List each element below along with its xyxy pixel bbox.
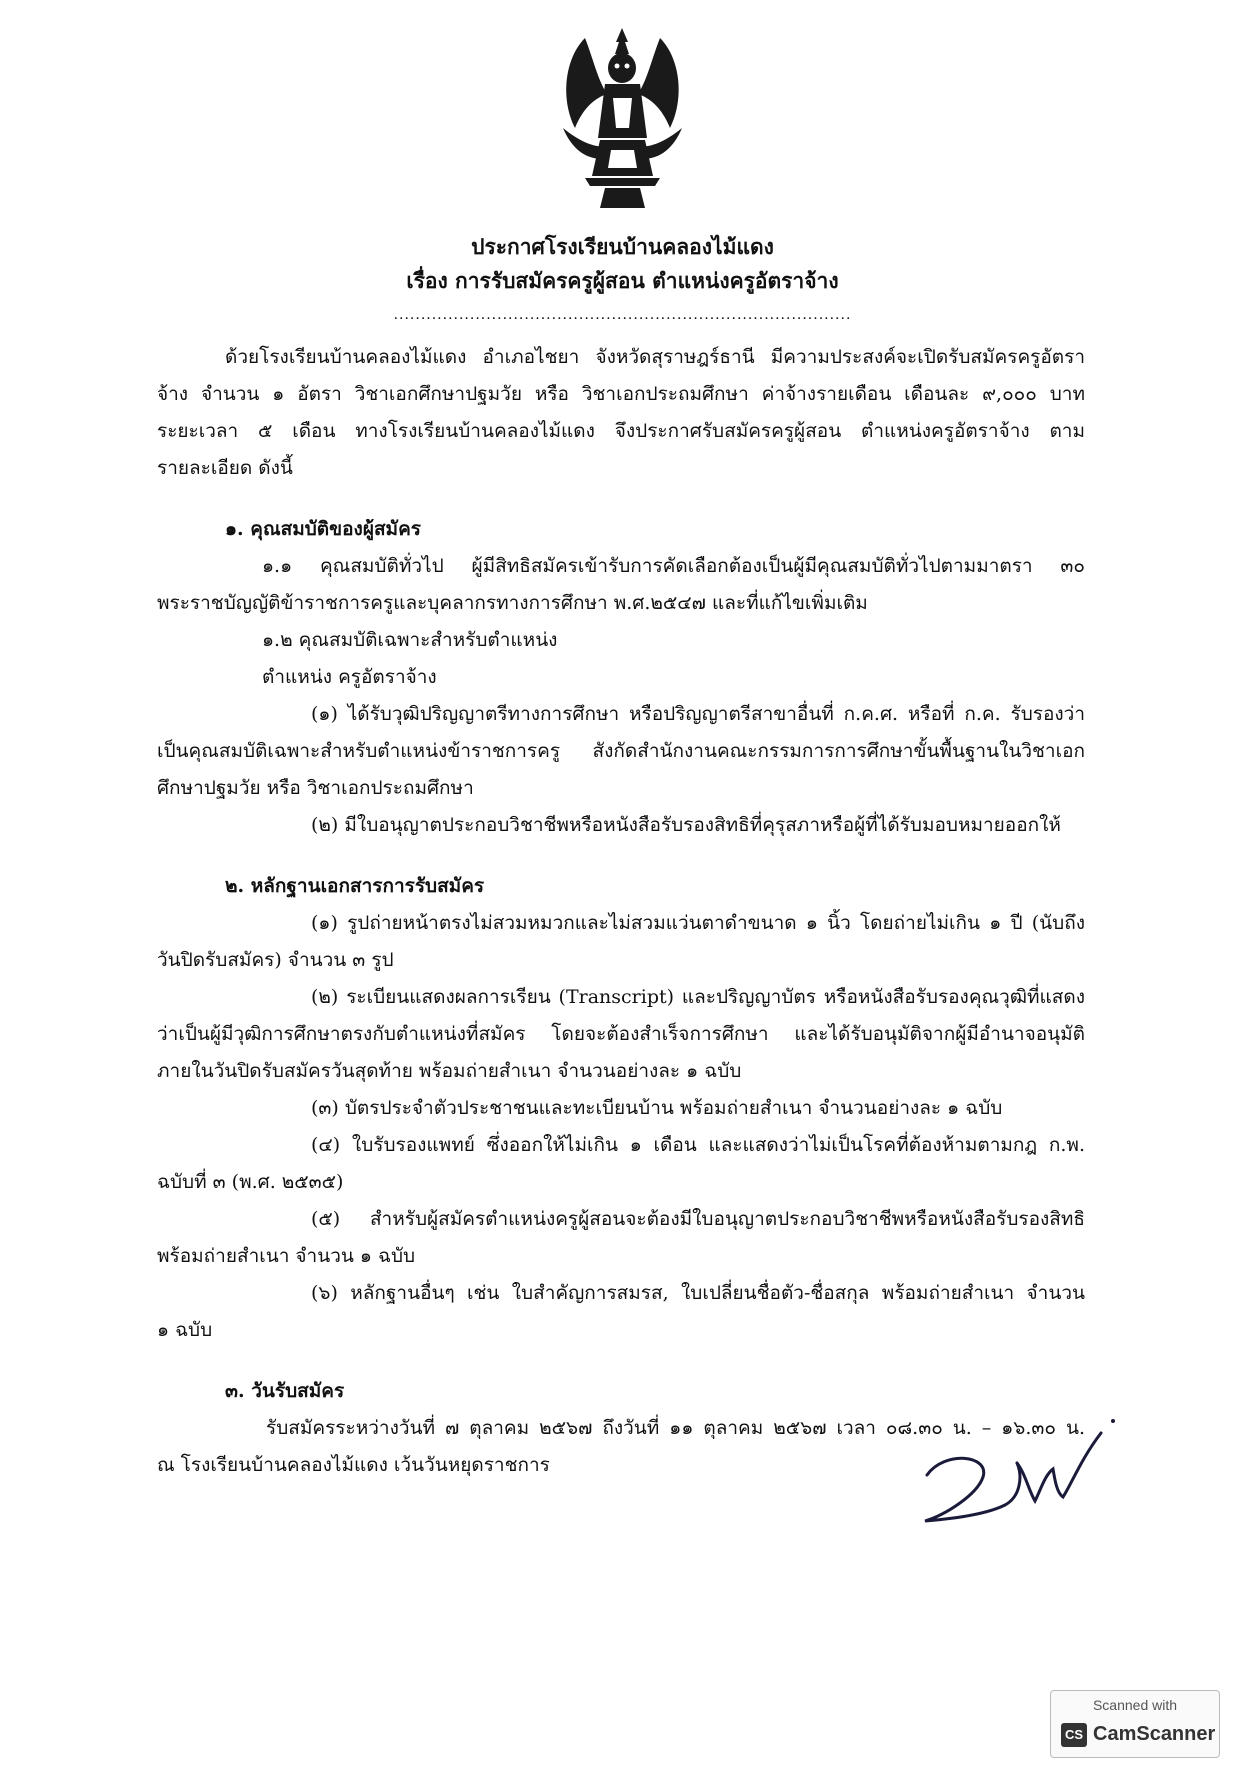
s2-item-2-line-2: ว่าเป็นผู้มีวุฒิการศึกษาตรงกับตำแหน่งที่สมัคร โดยจะต้องสำเร็จการศึกษา และได้รับอนุมัติจากผู้มีอำนาจอนุมัติ [157, 1023, 1085, 1045]
s2-item-5-line-2: พร้อมถ่ายสำเนา จำนวน ๑ ฉบับ [157, 1245, 416, 1267]
camscanner-watermark [1050, 1690, 1220, 1758]
intro-line-3: ระยะเวลา ๕ เดือน ทางโรงเรียนบ้านคลองไม้แดง จึงประกาศรับสมัครครูผู้สอน ตำแหน่งครูอัตราจ้าง ตาม [157, 420, 1085, 442]
intro-line-2: จ้าง จำนวน ๑ อัตรา วิชาเอกศึกษาปฐมวัย หรือ วิชาเอกประถมศึกษา ค่าจ้างรายเดือน เดือนละ ๙,๐๐๐ บาท [157, 383, 1085, 405]
s2-item-2-line-3: ภายในวันปิดรับสมัครวันสุดท้าย พร้อมถ่ายสำเนา จำนวนอย่างละ ๑ ฉบับ [157, 1060, 742, 1082]
s3-line-2: ณ โรงเรียนบ้านคลองไม้แดง เว้นวันหยุดราชการ [157, 1454, 550, 1476]
garuda-emblem-icon [555, 28, 690, 208]
s2-item-1-line-2: วันปิดรับสมัคร) จำนวน ๓ รูป [157, 949, 394, 971]
s1-1-line-1: ๑.๑ คุณสมบัติทั่วไป ผู้มีสิทธิสมัครเข้ารับการคัดเลือกต้องเป็นผู้มีคุณสมบัติทั่วไปตามมาตรา ๓๐ [262, 555, 1085, 577]
intro-line-1: ด้วยโรงเรียนบ้านคลองไม้แดง อำเภอไชยา จังหวัดสุราษฎร์ธานี มีความประสงค์จะเปิดรับสมัครครูอัตรา [225, 346, 1085, 368]
s2-item-1-line-1: (๑) รูปถ่ายหน้าตรงไม่สวมหมวกและไม่สวมแว่นตาดำขนาด ๑ นิ้ว โดยถ่ายไม่เกิน ๑ ปี (นับถึง [311, 912, 1085, 934]
signature [905, 1415, 1145, 1535]
s2-item-6-line-1: (๖) หลักฐานอื่นๆ เช่น ใบสำคัญการสมรส, ใบเปลี่ยนชื่อตัว-ชื่อสกุล พร้อมถ่ายสำเนา จำนวน [311, 1282, 1085, 1304]
s3-line-1: รับสมัครระหว่างวันที่ ๗ ตุลาคม ๒๕๖๗ ถึงวันที่ ๑๑ ตุลาคม ๒๕๖๗ เวลา ๐๘.๓๐ น. – ๑๖.๓๐ น. [266, 1417, 1085, 1439]
s1-1-line-2: พระราชบัญญัติข้าราชการครูและบุคลากรทางการศึกษา พ.ศ.๒๕๔๗ และที่แก้ไขเพิ่มเติม [157, 592, 868, 614]
s2-item-2-line-1: (๒) ระเบียนแสดงผลการเรียน (Transcript) และปริญญาบัตร หรือหนังสือรับรองคุณวุฒิที่แสดง [311, 986, 1085, 1008]
position-title: ตำแหน่ง ครูอัตราจ้าง [262, 666, 437, 688]
announcement-title: ประกาศโรงเรียนบ้านคลองไม้แดง [471, 234, 774, 259]
s1-item-1-line-1: (๑) ได้รับวุฒิปริญญาตรีทางการศึกษา หรือปริญญาตรีสาขาอื่นที่ ก.ค.ศ. หรือที่ ก.ค. รับรองว่า [311, 703, 1085, 725]
s1-2-heading: ๑.๒ คุณสมบัติเฉพาะสำหรับตำแหน่ง [262, 629, 558, 651]
s2-item-4-line-1: (๔) ใบรับรองแพทย์ ซึ่งออกให้ไม่เกิน ๑ เดือน และแสดงว่าไม่เป็นโรคที่ต้องห้ามตามกฎ ก.พ. [311, 1134, 1085, 1156]
s2-item-3: (๓) บัตรประจำตัวประชาชนและทะเบียนบ้าน พร้อมถ่ายสำเนา จำนวนอย่างละ ๑ ฉบับ [311, 1097, 1003, 1119]
announcement-subject: เรื่อง การรับสมัครครูผู้สอน ตำแหน่งครูอัตราจ้าง [406, 268, 839, 293]
s2-item-4-line-2: ฉบับที่ ๓ (พ.ศ. ๒๕๓๕) [157, 1171, 344, 1193]
s2-item-5-line-1: (๕) สำหรับผู้สมัครตำแหน่งครูผู้สอนจะต้องมีใบอนุญาตประกอบวิชาชีพหรือหนังสือรับรองสิทธิ [311, 1208, 1085, 1230]
section-2-heading: ๒. หลักฐานเอกสารการรับสมัคร [225, 875, 485, 897]
section-3-heading: ๓. วันรับสมัคร [225, 1380, 345, 1402]
s1-item-1-line-3: ศึกษาปฐมวัย หรือ วิชาเอกประถมศึกษา [157, 777, 474, 799]
s1-item-2: (๒) มีใบอนุญาตประกอบวิชาชีพหรือหนังสือรับรองสิทธิที่คุรุสภาหรือผู้ที่ได้รับมอบหมายออกให้ [311, 814, 1061, 836]
title-separator: .................................................................................... [393, 307, 852, 323]
s2-item-6-line-2: ๑ ฉบับ [157, 1319, 213, 1341]
s1-item-1-line-2: เป็นคุณสมบัติเฉพาะสำหรับตำแหน่งข้าราชการครู สังกัดสำนักงานคณะกรรมการการศึกษาขั้นพื้นฐานในวิชาเอก [157, 740, 1085, 762]
scanned-with-text: Scanned with [1092, 1697, 1178, 1713]
camscanner-logo-icon: CS [1061, 1723, 1087, 1747]
intro-line-4: รายละเอียด ดังนี้ [157, 457, 293, 479]
section-1-heading: ๑. คุณสมบัติของผู้สมัคร [225, 518, 421, 540]
camscanner-brand: CamScanner [1093, 1723, 1216, 1745]
